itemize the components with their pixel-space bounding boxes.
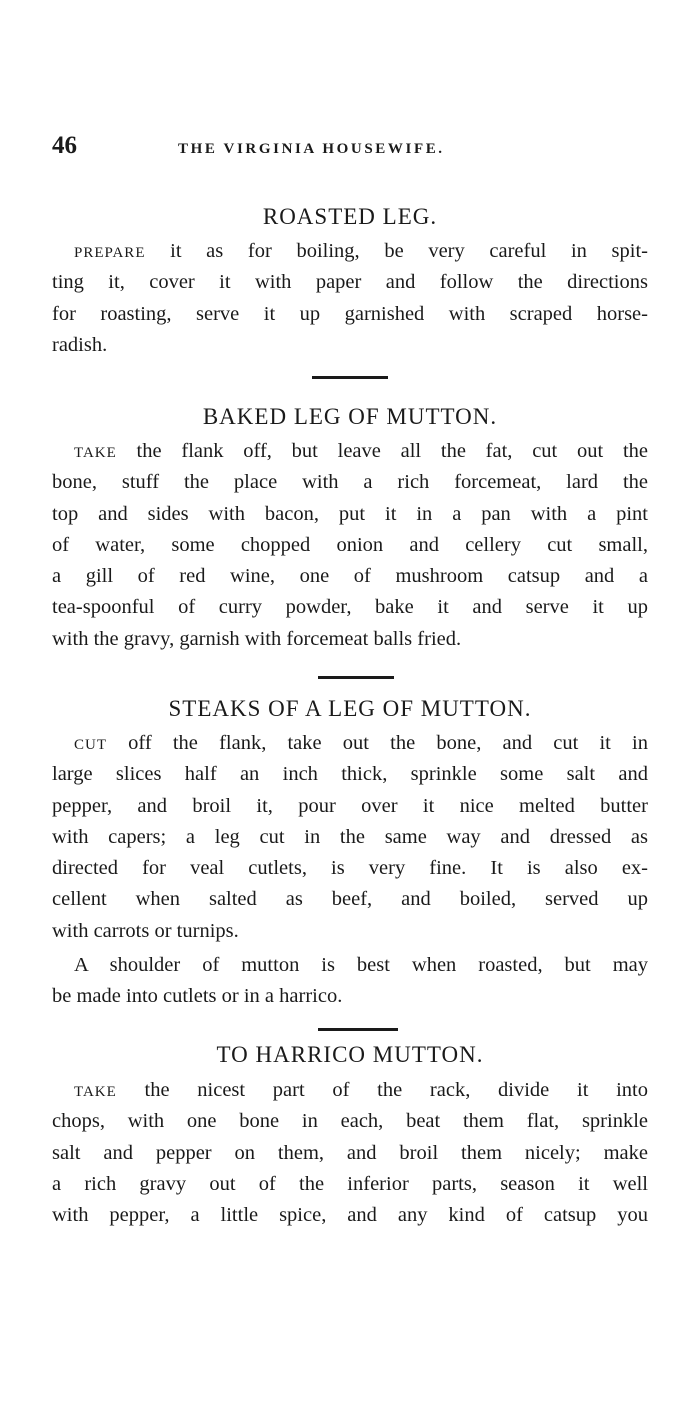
text-line: top and sides with bacon, put it in a pan with a pint xyxy=(52,502,648,525)
text-line: with capers; a leg cut in the same way and dressed as xyxy=(52,825,648,848)
text-line: with pepper, a little spice, and any kind of catsup you xyxy=(52,1204,648,1227)
lead-word: PREPARE xyxy=(74,245,146,261)
text-line: with the gravy, garnish with forcemeat balls fried. xyxy=(52,627,462,650)
paragraph xyxy=(52,436,648,655)
section-divider xyxy=(312,376,388,379)
text-line: large slices half an inch thick, sprinkle some salt and xyxy=(52,763,648,786)
text-line: radish. xyxy=(52,333,108,356)
section-divider xyxy=(318,676,394,679)
running-title: THE VIRGINIA HOUSEWIFE. xyxy=(178,141,445,157)
text-line: ting it, cover it with paper and follow the directions xyxy=(52,271,648,294)
running-head xyxy=(52,132,652,162)
lead-word: TAKE xyxy=(74,445,117,461)
paragraph xyxy=(52,1075,648,1231)
section-heading: BAKED LEG OF MUTTON. xyxy=(202,404,498,429)
text-line: PREPARE it as for boiling, be very careful in spit- xyxy=(74,240,648,262)
text-line: TAKE the nicest part of the rack, divide it into xyxy=(74,1079,648,1101)
section-divider xyxy=(318,1028,398,1031)
paragraph xyxy=(52,236,648,361)
section-heading: ROASTED LEG. xyxy=(262,204,438,229)
section-heading: STEAKS OF A LEG OF MUTTON. xyxy=(168,696,532,721)
text-line: for roasting, serve it up garnished with scraped horse- xyxy=(52,302,648,325)
text-line: TAKE the flank off, but leave all the fat, cut out the xyxy=(74,440,648,462)
text-line: chops, with one bone in each, beat them flat, sprinkle xyxy=(52,1110,648,1133)
text-line: bone, stuff the place with a rich forcemeat, lard the xyxy=(52,471,648,494)
text-line: be made into cutlets or in a harrico. xyxy=(52,985,343,1008)
paragraph xyxy=(52,728,648,947)
text-line: of water, some chopped onion and cellery cut small, xyxy=(52,533,648,556)
lead-word: CUT xyxy=(74,737,107,753)
lead-word: TAKE xyxy=(74,1084,117,1100)
text-line: cellent when salted as beef, and boiled, served up xyxy=(52,888,648,911)
text-line: a gill of red wine, one of mushroom catsup and a xyxy=(52,565,648,588)
paragraph xyxy=(52,950,648,1013)
text-line: directed for veal cutlets, is very fine. It is also ex- xyxy=(52,857,648,880)
text-line: a rich gravy out of the inferior parts, season it well xyxy=(52,1172,648,1195)
text-line: salt and pepper on them, and broil them nicely; make xyxy=(52,1141,648,1164)
text-line: with carrots or turnips. xyxy=(52,919,239,942)
text-line: tea-spoonful of curry powder, bake it and serve it up xyxy=(52,596,648,619)
section-heading: TO HARRICO MUTTON. xyxy=(216,1042,484,1067)
text-line: CUT off the flank, take out the bone, and cut it in xyxy=(74,732,648,754)
text-line: A shoulder of mutton is best when roasted, but may xyxy=(74,954,648,976)
page-number: 46 xyxy=(52,132,77,159)
text-line: pepper, and broil it, pour over it nice melted butter xyxy=(52,794,648,817)
